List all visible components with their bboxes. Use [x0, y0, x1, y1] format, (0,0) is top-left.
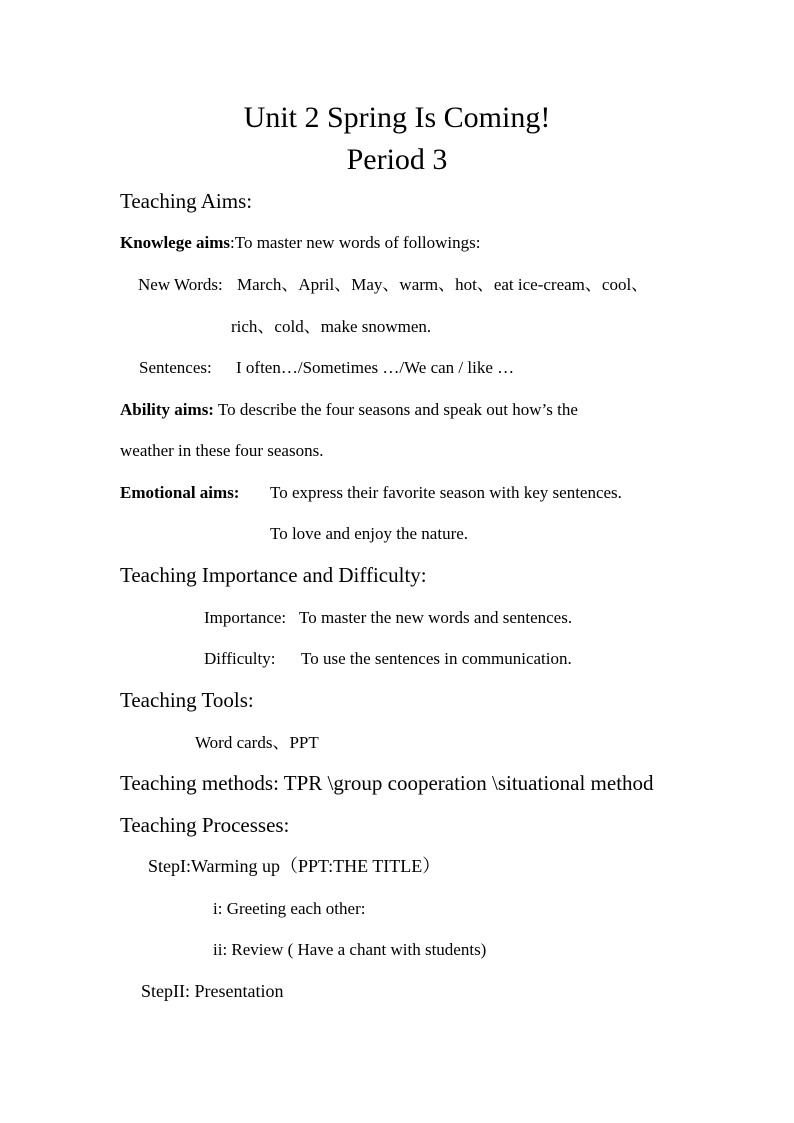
aims-heading: Teaching Aims: [120, 189, 253, 213]
knowledge-aims-label: Knowlege aims [120, 233, 231, 252]
ability-aims-text: To describe the four seasons and speak out how’s the [213, 400, 578, 419]
step-1-item-i: i: Greeting each other: [213, 899, 366, 918]
document-title: Unit 2 Spring Is Coming! [243, 101, 551, 134]
sentences-label: Sentences: [139, 358, 212, 377]
ability-aims [120, 401, 578, 418]
difficulty-text: To use the sentences in communication. [301, 649, 572, 668]
tools-text: Word cards、PPT [195, 733, 319, 752]
new-words-label: New Words: [138, 275, 223, 294]
tools-heading: Teaching Tools: [120, 688, 254, 712]
new-words-line-1: March、April、May、warm、hot、eat ice-cream、cool、 [237, 275, 649, 294]
step-1: StepI:Warming up（PPT:THE TITLE） [148, 856, 441, 876]
processes-heading: Teaching Processes: [120, 813, 290, 837]
new-words-line-2: rich、cold、make snowmen. [231, 317, 432, 336]
document-subtitle: Period 3 [346, 143, 448, 176]
difficulty-label: Difficulty: [204, 649, 276, 668]
emotional-aims-line-1: To express their favorite season with key sentences. [270, 483, 622, 502]
emotional-aims-label: Emotional aims: [120, 483, 240, 502]
knowledge-aims [120, 234, 481, 251]
knowledge-aims-text: :To master new words of followings: [230, 233, 481, 252]
importance-heading: Teaching Importance and Difficulty: [120, 563, 427, 587]
importance-label: Importance: [204, 608, 287, 627]
step-1-item-ii: ii: Review ( Have a chant with students) [213, 940, 487, 959]
ability-aims-label: Ability aims: [120, 400, 214, 419]
ability-aims-text-2: weather in these four seasons. [120, 441, 324, 460]
emotional-aims-line-2: To love and enjoy the nature. [270, 524, 469, 543]
importance-text: To master the new words and sentences. [299, 608, 573, 627]
step-2: StepII: Presentation [141, 981, 284, 1001]
methods-heading: Teaching methods: TPR \group cooperation \situational method [120, 771, 654, 795]
sentences-text: I often…/Sometimes …/We can / like … [236, 358, 515, 377]
